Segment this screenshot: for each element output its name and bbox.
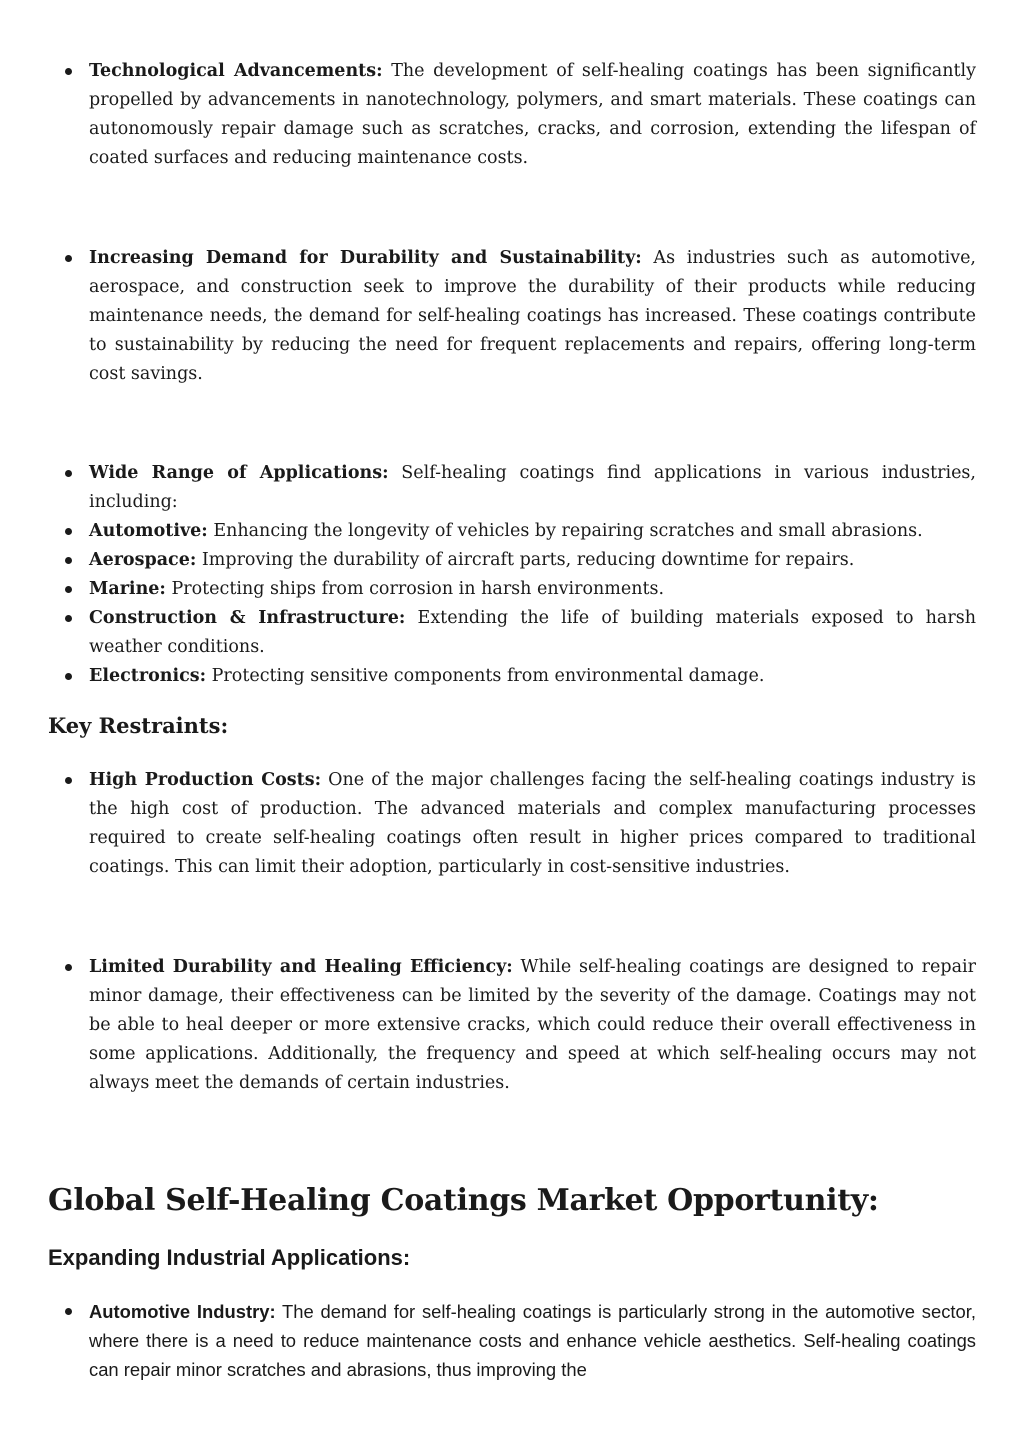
list-item bbox=[89, 244, 976, 389]
list-item bbox=[89, 604, 976, 662]
list-item bbox=[89, 57, 976, 173]
item-text: While self-healing coatings are designed to repair minor damage, their effectiveness can be limited by the severity of the damage. Coatings may not be able to heal deeper or more extensive cracks, which could reduce their overall effectiveness in some applications. Additionally, the frequency and speed at which self-healing occurs may not always meet the demands of certain industries. bbox=[89, 957, 976, 1093]
item-title: Automotive: bbox=[89, 521, 208, 541]
item-title: Limited Durability and Healing Efficiency: bbox=[89, 957, 513, 977]
item-title: Wide Range of Applications: bbox=[89, 463, 389, 483]
item-text: Improving the durability of aircraft parts, reducing downtime for repairs. bbox=[196, 550, 855, 570]
list-item bbox=[89, 1297, 976, 1384]
item-text: Protecting ships from corrosion in harsh environments. bbox=[165, 579, 665, 599]
opportunity-heading: Global Self-Healing Coatings Market Opportunity: bbox=[48, 1183, 879, 1218]
item-text: Protecting sensitive components from environmental damage. bbox=[206, 666, 765, 686]
item-text: The development of self-healing coatings has been significantly propelled by advancements in nanotechnology, polymers, and smart materials. These coatings can autonomously repair damage such as scratches, cracks, and corrosion, extending the lifespan of coated surfaces and reducing maintenance costs. bbox=[89, 61, 976, 168]
item-text: Extending the life of building materials exposed to harsh weather conditions. bbox=[89, 608, 976, 657]
opportunity-list bbox=[89, 1297, 976, 1384]
applications-list bbox=[89, 459, 976, 691]
item-text: Enhancing the longevity of vehicles by repairing scratches and small abrasions. bbox=[207, 521, 923, 541]
drivers-list-technological bbox=[89, 57, 976, 173]
item-title: Marine: bbox=[89, 579, 166, 599]
item-title: Increasing Demand for Durability and Sustainability: bbox=[89, 248, 642, 268]
restraints-list-durability bbox=[89, 953, 976, 1098]
item-text: Self-healing coatings find applications in various industries, including: bbox=[89, 463, 976, 512]
item-title: High Production Costs: bbox=[89, 770, 322, 790]
key-restraints-heading: Key Restraints: bbox=[48, 713, 229, 738]
item-title: Aerospace: bbox=[89, 550, 197, 570]
list-item bbox=[89, 766, 976, 882]
expanding-applications-heading: Expanding Industrial Applications: bbox=[48, 1245, 411, 1270]
item-title: Electronics: bbox=[89, 666, 207, 686]
item-text: One of the major challenges facing the self-healing coatings industry is the high cost of production. The advanced materials and complex manufacturing processes required to create self-healing coatings often result in higher prices compared to traditional coatings. This can limit their adoption, particularly in cost-sensitive industries. bbox=[89, 770, 976, 877]
list-item bbox=[89, 662, 976, 691]
item-title: Construction & Infrastructure: bbox=[89, 608, 406, 628]
drivers-list-demand bbox=[89, 244, 976, 389]
list-item bbox=[89, 459, 976, 517]
restraints-list-costs bbox=[89, 766, 976, 882]
list-item bbox=[89, 575, 976, 604]
item-text: As industries such as automotive, aerospace, and construction seek to improve the durability of their products while reducing maintenance needs, the demand for self-healing coatings has increased. These coatings contribute to sustainability by reducing the need for frequent replacements and repairs, offering long-term cost savings. bbox=[89, 248, 976, 384]
list-item bbox=[89, 517, 976, 546]
item-title: Technological Advancements: bbox=[89, 61, 383, 81]
list-item bbox=[89, 953, 976, 1098]
item-title: Automotive Industry: bbox=[89, 1301, 276, 1322]
item-text: The demand for self-healing coatings is particularly strong in the automotive sector, where there is a need to reduce maintenance costs and enhance vehicle aesthetics. Self-healing coatings can repair minor scratches and abrasions, thus improving the bbox=[89, 1301, 976, 1380]
list-item bbox=[89, 546, 976, 575]
